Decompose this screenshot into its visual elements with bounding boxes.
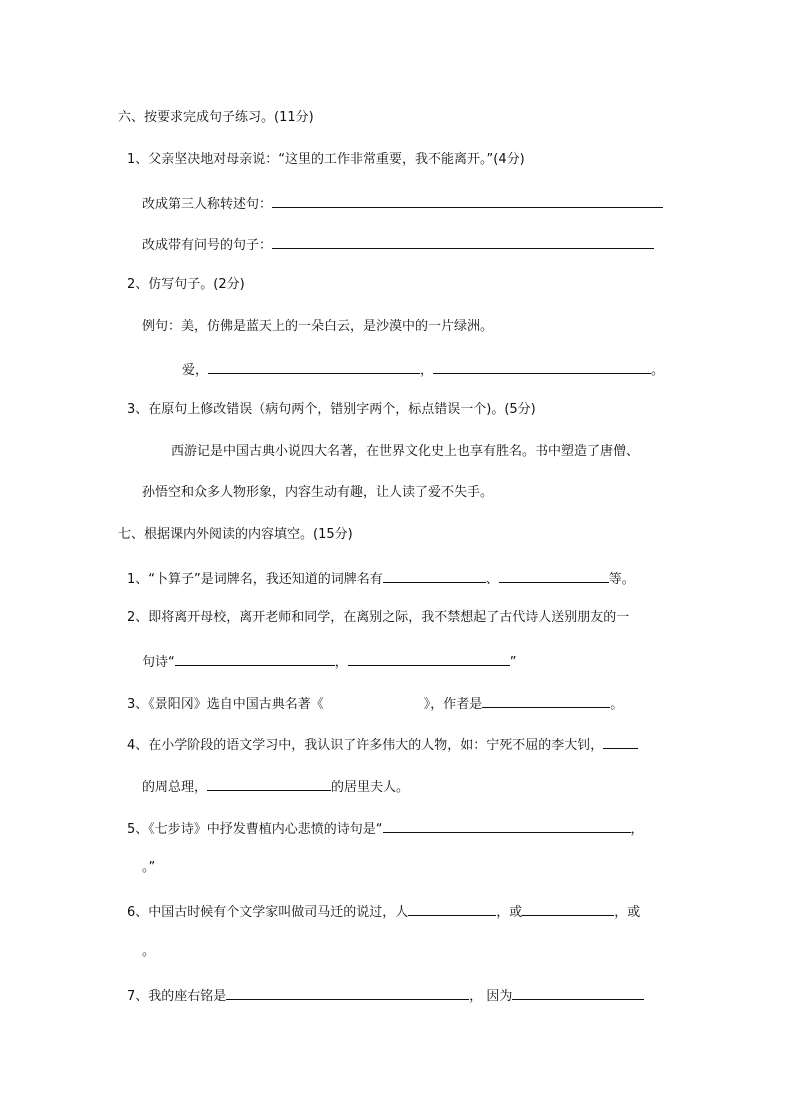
answer-blank[interactable] [499, 568, 609, 583]
answer-blank[interactable] [512, 985, 644, 1000]
section-6-title: 六、按要求完成句子练习。(11分) [118, 110, 314, 125]
answer-blank[interactable] [207, 776, 331, 791]
question-7-4 [127, 734, 638, 755]
punctuation: ， [630, 822, 644, 837]
answer-blank[interactable] [175, 651, 335, 666]
answer-blank[interactable] [272, 234, 654, 249]
question-6-2: 2、仿写句子。(2分) [127, 277, 245, 292]
punctuation: 。 [610, 697, 624, 712]
punctuation: ” [509, 655, 517, 670]
prompt-label: 改成第三人称转述句： [142, 197, 273, 212]
prompt-label: 7、我的座右铭是 [127, 989, 227, 1004]
question-7-2-b [142, 651, 517, 672]
prompt-label: 5、《七步诗》中抒发曹植内心悲愤的诗句是“ [127, 822, 383, 837]
question-7-1 [127, 568, 635, 589]
prompt-label: 的周总理， [142, 780, 208, 795]
prompt-label: 4、在小学阶段的语文学习中，我认识了许多伟大的人物，如：宁死不屈的李大钊， [127, 738, 604, 753]
answer-blank[interactable] [272, 193, 663, 208]
prompt-label: 3、《景阳冈》选自中国古典名著《 [127, 697, 324, 712]
question-7-5 [127, 818, 644, 839]
prompt-label: ， 因为 [469, 989, 513, 1004]
question-6-1-a [142, 193, 663, 214]
question-6-1: 1、父亲坚决地对母亲说：“这里的工作非常重要，我不能离开。”(4分) [127, 152, 525, 167]
prompt-label: 1、“卜算子”是词牌名，我还知道的词牌名有 [127, 572, 383, 587]
answer-blank[interactable] [383, 568, 486, 583]
prompt-label: ，或 [614, 905, 641, 920]
question-7-7 [127, 985, 644, 1006]
question-6-3-para-1: 西游记是中国古典小说四大名著，在世界文化史上也享有胜名。书中塑造了唐僧、 [171, 444, 640, 459]
answer-blank[interactable] [433, 359, 651, 374]
question-6-2-example: 例句：美，仿佛是蓝天上的一朵白云，是沙漠中的一片绿洲。 [142, 319, 494, 334]
punctuation: ， [334, 655, 348, 670]
question-6-3: 3、在原句上修改错误（病句两个，错别字两个，标点错误一个)。(5分) [127, 402, 536, 417]
question-7-3 [127, 693, 623, 714]
prompt-label: 6、中国古时候有个文学家叫做司马迁的说过，人 [127, 905, 409, 920]
question-7-5-end: 。” [142, 860, 156, 875]
answer-blank[interactable] [603, 734, 638, 749]
prompt-label: 句诗“ [142, 655, 175, 670]
prompt-label: 爱， [182, 363, 209, 378]
answer-blank[interactable] [208, 359, 420, 374]
punctuation: 等。 [608, 572, 635, 587]
question-7-6-end: 。 [142, 944, 156, 959]
punctuation: 、 [485, 572, 499, 587]
question-6-3-para-2: 孙悟空和众多人物形象，内容生动有趣，让人读了爱不失手。 [142, 485, 494, 500]
question-6-2-answer [182, 359, 664, 380]
section-7-title: 七、根据课内外阅读的内容填空。(15分) [118, 527, 353, 542]
question-6-1-b [142, 234, 654, 255]
answer-blank[interactable] [482, 693, 610, 708]
question-7-2: 2、即将离开母校，离开老师和同学，在离别之际，我不禁想起了古代诗人送别朋友的一 [127, 610, 630, 625]
answer-blank[interactable] [408, 901, 496, 916]
punctuation: ， [420, 363, 434, 378]
answer-blank[interactable] [522, 901, 614, 916]
answer-blank[interactable] [348, 651, 510, 666]
answer-blank[interactable] [383, 818, 631, 833]
prompt-label: 》，作者是 [423, 697, 483, 712]
prompt-label: 的居里夫人。 [331, 780, 410, 795]
prompt-label: 改成带有问号的句子： [142, 238, 273, 253]
question-7-6 [127, 901, 640, 922]
question-7-4-b [142, 776, 409, 797]
answer-blank[interactable] [226, 985, 469, 1000]
punctuation: 。 [651, 363, 665, 378]
prompt-label: ，或 [496, 905, 523, 920]
